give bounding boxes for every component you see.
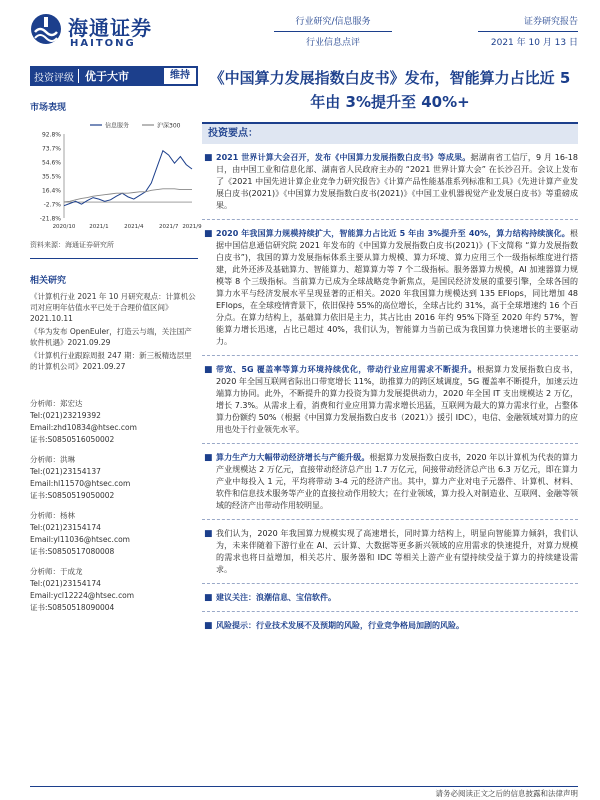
paragraph-lead: 2021 世界计算大会召开，发布《中国算力发展指数白皮书》等成果。 xyxy=(216,153,471,162)
x-tick-label: 2021/1 xyxy=(89,224,109,230)
analyst-card xyxy=(30,398,198,446)
y-tick-label: 16.4% xyxy=(41,187,61,195)
keypoint-paragraph xyxy=(202,152,578,212)
bullet-icon: ■ xyxy=(204,365,213,375)
paragraph-text: 据湖南省工信厅，9 月 16-18 日，由中国工业和信息化部、湖南省人民政府主办的 “2021 世界计算大会” 在长沙召开。会议上发布了《2021 中国先进计算企业竞争力研究报告》《计算产品性能基准系列标准和工具》《先进计算产业发展白皮书(2021)》《中国算力发展指数白皮书(2021)》《中国工业机器视觉产业发展白皮书》等重磅成果。 xyxy=(216,153,578,210)
rating-status: 维持 xyxy=(164,68,196,84)
related-list xyxy=(30,291,198,372)
analyst-email[interactable]: Email:ycl12224@htsec.com xyxy=(30,591,135,600)
bullet-icon: ■ xyxy=(204,593,213,603)
paragraph-text: 根据算力发展指数白皮书，2020 年全国互联网省际出口带宽增长 11%，助推算力的跨区域调度，5G 覆盖率不断提升，加速云边端算力协同。此外，不断提升的算力投资为算力发展提供动力，2020 年全国 IT 支出规模达 2 万亿，增长 7.3%。从需求上看，消费和行业应用算力需求增长迅猛，互联网为最大的算力需求行业，占整体算力份额约 50%（根据《中国算力发展指数白皮书（2021）》援引 IDC），电信、金融领域对算力的应用也处于行业领先水平。 xyxy=(216,365,578,434)
keypoints-heading: 投资要点： xyxy=(202,122,578,144)
footer-disclaimer: 请务必阅读正文之后的信息披露和法律声明 xyxy=(435,789,578,798)
logo-text-cn: 海通证券 xyxy=(68,16,152,40)
market-heading: 市场表现 xyxy=(30,103,67,113)
series-line xyxy=(64,151,192,206)
analyst-name: 分析师：郑宏达 xyxy=(30,399,83,408)
bullet-icon: ■ xyxy=(204,529,213,539)
bullet-icon: ■ xyxy=(204,229,213,239)
header-divider xyxy=(478,31,578,32)
analyst-email[interactable]: Email:yl11036@htsec.com xyxy=(30,535,130,544)
paragraph-divider xyxy=(202,519,578,520)
analyst-tel: Tel:(021)23154137 xyxy=(30,467,101,476)
y-tick-label: 54.6% xyxy=(41,159,61,167)
analyst-name: 分析师：洪琳 xyxy=(30,455,75,464)
y-tick-label: 35.5% xyxy=(41,173,61,181)
related-heading: 相关研究 xyxy=(30,276,67,286)
analyst-email[interactable]: Email:hl11570@htsec.com xyxy=(30,479,131,488)
report-type-label: 证券研究报告 xyxy=(523,17,578,27)
legend-label: 信息服务 xyxy=(105,122,130,130)
paragraph-lead: 带宽、5G 覆盖率等算力环境持续优化，带动行业应用需求不断提升。 xyxy=(216,365,477,374)
bullet-icon: ■ xyxy=(204,621,213,631)
keypoint-paragraph xyxy=(202,364,578,436)
paragraph-divider xyxy=(202,583,578,584)
y-tick-label: 92.8% xyxy=(41,131,61,139)
analyst-list xyxy=(30,398,198,614)
y-tick-label: -21.8% xyxy=(39,215,61,223)
header-divider xyxy=(274,31,392,32)
y-tick-label: -2.7% xyxy=(43,201,61,209)
market-chart xyxy=(30,118,202,236)
category-label: 行业研究/信息服务 xyxy=(295,17,371,27)
analyst-cert: 证书:S0850517080008 xyxy=(30,547,115,556)
chart-source: 资料来源：海通证券研究所 xyxy=(30,241,114,249)
analyst-cert: 证书:S0850519050002 xyxy=(30,491,115,500)
company-logo xyxy=(30,12,180,52)
paragraph-divider xyxy=(202,443,578,444)
analyst-tel: Tel:(021)23154174 xyxy=(30,579,101,588)
y-tick-label: 73.7% xyxy=(41,145,61,153)
paragraph-text: 根据算力发展指数白皮书，2020 年以计算机为代表的算力产业规模达 2 万亿元，直接带动经济总产出 1.7 万亿元，间接带动经济总产出 6.3 万亿元，即在算力产业中每投入 1 元，平均将带动 3-4 元的经济产出。其中，算力产业对电子元器件、计算机、材料、软件和信息技术服务等产业的直接拉动作用较大；在行业领域，算力投入对制造业、互联网、金融等领域的经济产出带动作用较明显。 xyxy=(216,453,579,510)
related-item[interactable]: 《计算机行业 2021 年 10 月研究观点：计算机公司对应明年估值水平已处于合理价值区间》2021.10.11 xyxy=(30,292,196,323)
x-tick-label: 2021/7 xyxy=(159,224,179,230)
legend-label: 沪深300 xyxy=(157,122,181,130)
haitong-logo-icon xyxy=(30,12,62,46)
paragraph-lead: 算力生产力大幅带动经济增长与产能升级。 xyxy=(216,453,370,462)
keypoint-paragraph xyxy=(202,228,578,348)
paragraph-lead: 2020 年我国算力规模持续扩大，智能算力占比近 5 年由 3%提升至 40%，算力结构持续演化。 xyxy=(216,229,570,238)
keypoint-paragraph xyxy=(202,452,578,512)
paragraph-divider xyxy=(202,219,578,220)
keypoint-paragraph xyxy=(202,592,578,604)
analyst-card xyxy=(30,566,198,614)
analyst-card xyxy=(30,510,198,558)
rating-value: 优于大市 xyxy=(85,70,129,83)
section-divider xyxy=(30,258,198,259)
analyst-name: 分析师：于成龙 xyxy=(30,567,83,576)
analyst-cert: 证书:S0850516050002 xyxy=(30,435,115,444)
paragraph-text: 行业技术发展不及预期的风险，行业竞争格局加剧的风险。 xyxy=(256,621,464,630)
paragraph-divider xyxy=(202,611,578,612)
analyst-card xyxy=(30,454,198,502)
paragraph-lead: 建议关注： xyxy=(216,593,256,602)
sidebar xyxy=(30,66,202,622)
analyst-name: 分析师：杨林 xyxy=(30,511,75,520)
header-meta xyxy=(478,14,578,48)
paragraph-divider xyxy=(202,355,578,356)
bullet-icon: ■ xyxy=(204,453,213,463)
market-chart-svg xyxy=(30,118,202,236)
related-item[interactable]: 《计算机行业跟踪周报 247 期：新三板精选层里的计算机公司》2021.09.27 xyxy=(30,351,192,371)
main-content xyxy=(202,66,578,632)
x-tick-label: 2020/10 xyxy=(52,224,76,230)
header-category xyxy=(268,14,398,48)
analyst-tel: Tel:(021)23219392 xyxy=(30,411,101,420)
subcategory-label: 行业信息点评 xyxy=(305,38,360,48)
investment-rating xyxy=(30,66,198,86)
paragraph-lead: 风险提示： xyxy=(216,621,256,630)
x-tick-label: 2021/9 xyxy=(182,224,202,230)
logo-text-en: HAITONG xyxy=(70,38,136,49)
keypoint-paragraph xyxy=(202,528,578,576)
report-title: 《中国算力发展指数白皮书》发布，智能算力占比近 5 年由 3%提升至 40%+ xyxy=(209,69,571,111)
keypoint-paragraph xyxy=(202,620,578,632)
report-date: 2021 年 10 月 13 日 xyxy=(490,38,578,48)
footer-divider xyxy=(30,786,578,787)
paragraph-text: 浪潮信息、宝信软件。 xyxy=(256,593,336,602)
series-line xyxy=(64,189,192,202)
paragraph-text: 我们认为，2020 年我国算力规模实现了高速增长，同时算力结构上，明显向智能算力倾斜，我们认为，未来伴随着下游行业在 AI、云计算、大数据等更多新兴领域的应用需求的快速提升，对算力规模的需求也将日益增加，相关芯片、服务器和 IDC 等相关上游产业有望持续受益于算力的持续建设需求。 xyxy=(216,529,578,574)
related-item[interactable]: 《华为发布 OpenEuler，打造云与端，关注国产软件机遇》2021.09.29 xyxy=(30,327,192,347)
rating-label: 投资评级 xyxy=(34,72,74,84)
bullet-icon: ■ xyxy=(204,153,213,163)
analyst-tel: Tel:(021)23154174 xyxy=(30,523,101,532)
x-tick-label: 2021/4 xyxy=(124,224,144,230)
page-header xyxy=(0,0,600,60)
analyst-email[interactable]: Email:zhd10834@htsec.com xyxy=(30,423,137,432)
paragraph-text: 根据中国信息通信研究院 2021 年发布的《中国算力发展指数白皮书(2021)》(下文简称 “算力发展指数白皮书”)，我国的算力发展指标体系主要从算力规模、算力环境、算力应用三个一级指标维度进行搭建，此外还涉及基础算力、智能算力、超算算力等 7 个二级指标。服务器算力规模，AI 加速器算力规模等 8 个三级指标。当前算力已成为全球战略竞争新焦点，是国民经济发展的重要引擎，全球各国的算力水平与经济发展水平呈现显著的正相关。2020 年我国算力规模达到 135 EFlops，同比增加 48 EFlops，在全球疫情背景下，依旧保持 55%的高位增长，全球占比约 31%，高于全球增速约 16 个百分点。在算力结构上，基础算力依旧是主力，其占比由 2016 年约 95%下降至 2020 年约 57%，智能算力增长迅速，占比已超过 40%，我们认为，智能算力当前已成为我国算力快速增长的主要驱动力。 xyxy=(216,229,578,346)
analyst-cert: 证书:S0850518090004 xyxy=(30,603,115,612)
